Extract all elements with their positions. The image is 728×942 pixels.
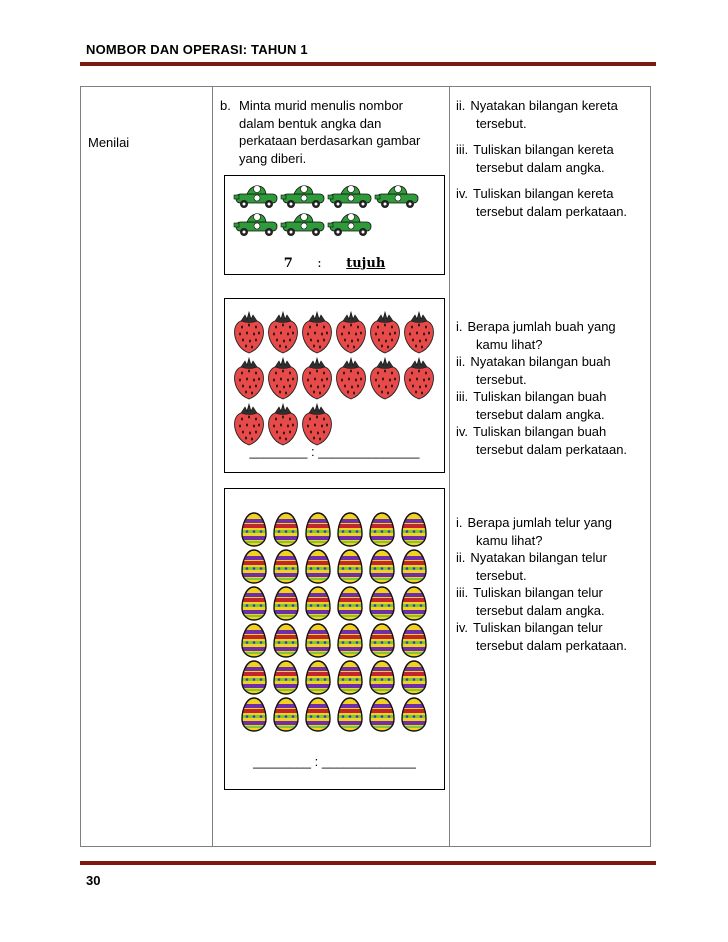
strawberry-icon <box>300 401 334 447</box>
question-text: Tuliskan bilangan kereta <box>473 142 614 157</box>
easter-egg-icon <box>270 696 302 733</box>
question-line <box>456 141 651 159</box>
easter-egg-icon <box>302 511 334 548</box>
question-text: Tuliskan bilangan kereta <box>473 186 614 201</box>
strawberries-questions <box>456 318 651 458</box>
question-line <box>456 97 651 115</box>
question-marker: iii. <box>456 142 469 157</box>
easter-egg-icon <box>302 622 334 659</box>
easter-egg-icon <box>270 659 302 696</box>
page-header-title: NOMBOR DAN OPERASI: TAHUN 1 <box>86 42 308 57</box>
table-divider-1 <box>212 86 213 846</box>
easter-egg-icon <box>270 548 302 585</box>
question-text: Berapa jumlah telur yang <box>467 515 613 530</box>
easter-egg-icon <box>366 585 398 622</box>
easter-egg-icon <box>334 511 366 548</box>
answer-word: tujuh <box>346 256 386 271</box>
strawberry-icon <box>300 355 334 401</box>
question-line-cont: kamu lihat? <box>476 336 543 352</box>
question-text: Tuliskan bilangan telur <box>473 620 603 635</box>
strawberries-picture-box <box>224 298 445 473</box>
green-race-car-icon <box>374 182 421 210</box>
easter-egg-icon <box>238 622 270 659</box>
question-line-cont: kamu lihat? <box>476 532 543 548</box>
cars-picture-box <box>224 175 445 275</box>
easter-egg-icon <box>302 659 334 696</box>
question-line <box>456 353 651 371</box>
easter-egg-icon <box>270 622 302 659</box>
question-marker: iv. <box>456 186 469 201</box>
green-race-car-icon <box>327 182 374 210</box>
easter-egg-icon <box>398 696 430 733</box>
instruction-line: perkataan berdasarkan gambar <box>239 133 421 148</box>
easter-egg-icon <box>238 585 270 622</box>
question-text: Berapa jumlah buah yang <box>467 319 616 334</box>
question-line-cont: tersebut. <box>476 567 527 583</box>
green-race-car-icon <box>233 182 280 210</box>
answer-colon: : <box>317 256 322 271</box>
easter-egg-icon <box>366 696 398 733</box>
easter-egg-icon <box>238 659 270 696</box>
strawberry-icon <box>300 309 334 355</box>
strawberry-icon <box>368 355 402 401</box>
question-line-cont: tersebut dalam angka. <box>476 159 605 175</box>
easter-egg-icon <box>366 622 398 659</box>
table-divider-2 <box>449 86 450 846</box>
easter-egg-icon <box>398 511 430 548</box>
question-line-cont: tersebut dalam angka. <box>476 406 605 422</box>
green-race-car-icon <box>327 210 374 238</box>
header-rule <box>80 62 656 66</box>
question-text: Nyatakan bilangan buah <box>470 354 611 369</box>
question-marker: iv. <box>456 424 469 439</box>
easter-egg-icon <box>366 511 398 548</box>
easter-egg-icon <box>238 696 270 733</box>
easter-egg-icon <box>334 585 366 622</box>
strawberry-icon <box>232 401 266 447</box>
instruction-marker: b. <box>220 98 231 113</box>
green-race-car-icon <box>280 182 327 210</box>
strawberry-icon <box>232 355 266 401</box>
question-line <box>456 185 651 203</box>
strawberry-icon <box>232 309 266 355</box>
strawberry-icon <box>334 309 368 355</box>
easter-egg-icon <box>270 511 302 548</box>
question-line <box>456 388 651 406</box>
question-line <box>456 619 651 637</box>
question-line-cont: tersebut. <box>476 115 527 131</box>
strawberry-icon <box>368 309 402 355</box>
question-line-cont: tersebut dalam perkataan. <box>476 441 628 457</box>
question-text: Nyatakan bilangan kereta <box>470 98 618 113</box>
question-line-cont: tersebut. <box>476 371 527 387</box>
question-text: Tuliskan bilangan telur <box>473 585 603 600</box>
question-line <box>456 318 651 336</box>
question-line <box>456 549 651 567</box>
strawberry-icon <box>266 309 300 355</box>
easter-egg-icon <box>238 511 270 548</box>
instruction-line: yang diberi. <box>239 150 307 166</box>
easter-egg-icon <box>366 548 398 585</box>
question-text: Nyatakan bilangan telur <box>470 550 607 565</box>
question-line <box>456 514 651 532</box>
easter-egg-icon <box>398 548 430 585</box>
eggs-picture-box <box>224 488 445 790</box>
green-race-car-icon <box>233 210 280 238</box>
easter-egg-icon <box>302 585 334 622</box>
question-line <box>456 584 651 602</box>
easter-egg-icon <box>334 622 366 659</box>
strawberry-icon <box>402 309 436 355</box>
easter-egg-icon <box>334 659 366 696</box>
eggs-questions <box>456 514 651 654</box>
strawberry-icon <box>334 355 368 401</box>
eggs-answer-blank: ________ : _____________ <box>253 754 416 769</box>
question-marker: i. <box>456 319 463 334</box>
easter-egg-icon <box>270 585 302 622</box>
easter-egg-icon <box>302 696 334 733</box>
question-marker: ii. <box>456 354 466 369</box>
question-line-cont: tersebut dalam perkataan. <box>476 637 628 653</box>
easter-egg-icon <box>366 659 398 696</box>
row-label: Menilai <box>88 135 130 150</box>
question-marker: i. <box>456 515 463 530</box>
strawberries-answer-blank: ________ : ______________ <box>249 444 420 459</box>
easter-egg-icon <box>398 622 430 659</box>
question-line <box>456 423 651 441</box>
easter-egg-icon <box>238 548 270 585</box>
instruction-line: Minta murid menulis nombor <box>239 98 404 113</box>
easter-egg-icon <box>334 548 366 585</box>
footer-rule <box>80 861 656 865</box>
instruction-text <box>220 97 420 167</box>
easter-egg-icon <box>302 548 334 585</box>
question-line-cont: tersebut dalam perkataan. <box>476 203 628 219</box>
question-text: Tuliskan bilangan buah <box>473 389 607 404</box>
easter-egg-icon <box>334 696 366 733</box>
easter-egg-icon <box>398 659 430 696</box>
question-marker: iv. <box>456 620 469 635</box>
question-marker: iii. <box>456 585 469 600</box>
green-race-car-icon <box>280 210 327 238</box>
question-marker: ii. <box>456 98 466 113</box>
strawberry-icon <box>266 355 300 401</box>
easter-egg-icon <box>398 585 430 622</box>
question-text: Tuliskan bilangan buah <box>473 424 607 439</box>
cars-answer-example <box>225 256 444 271</box>
instruction-line: dalam bentuk angka dan <box>239 115 382 131</box>
question-marker: iii. <box>456 389 469 404</box>
answer-number: 7 <box>283 256 293 271</box>
cars-questions <box>456 97 651 220</box>
strawberry-icon <box>266 401 300 447</box>
question-line-cont: tersebut dalam angka. <box>476 602 605 618</box>
page-number: 30 <box>86 873 101 888</box>
strawberry-icon <box>402 355 436 401</box>
question-marker: ii. <box>456 550 466 565</box>
